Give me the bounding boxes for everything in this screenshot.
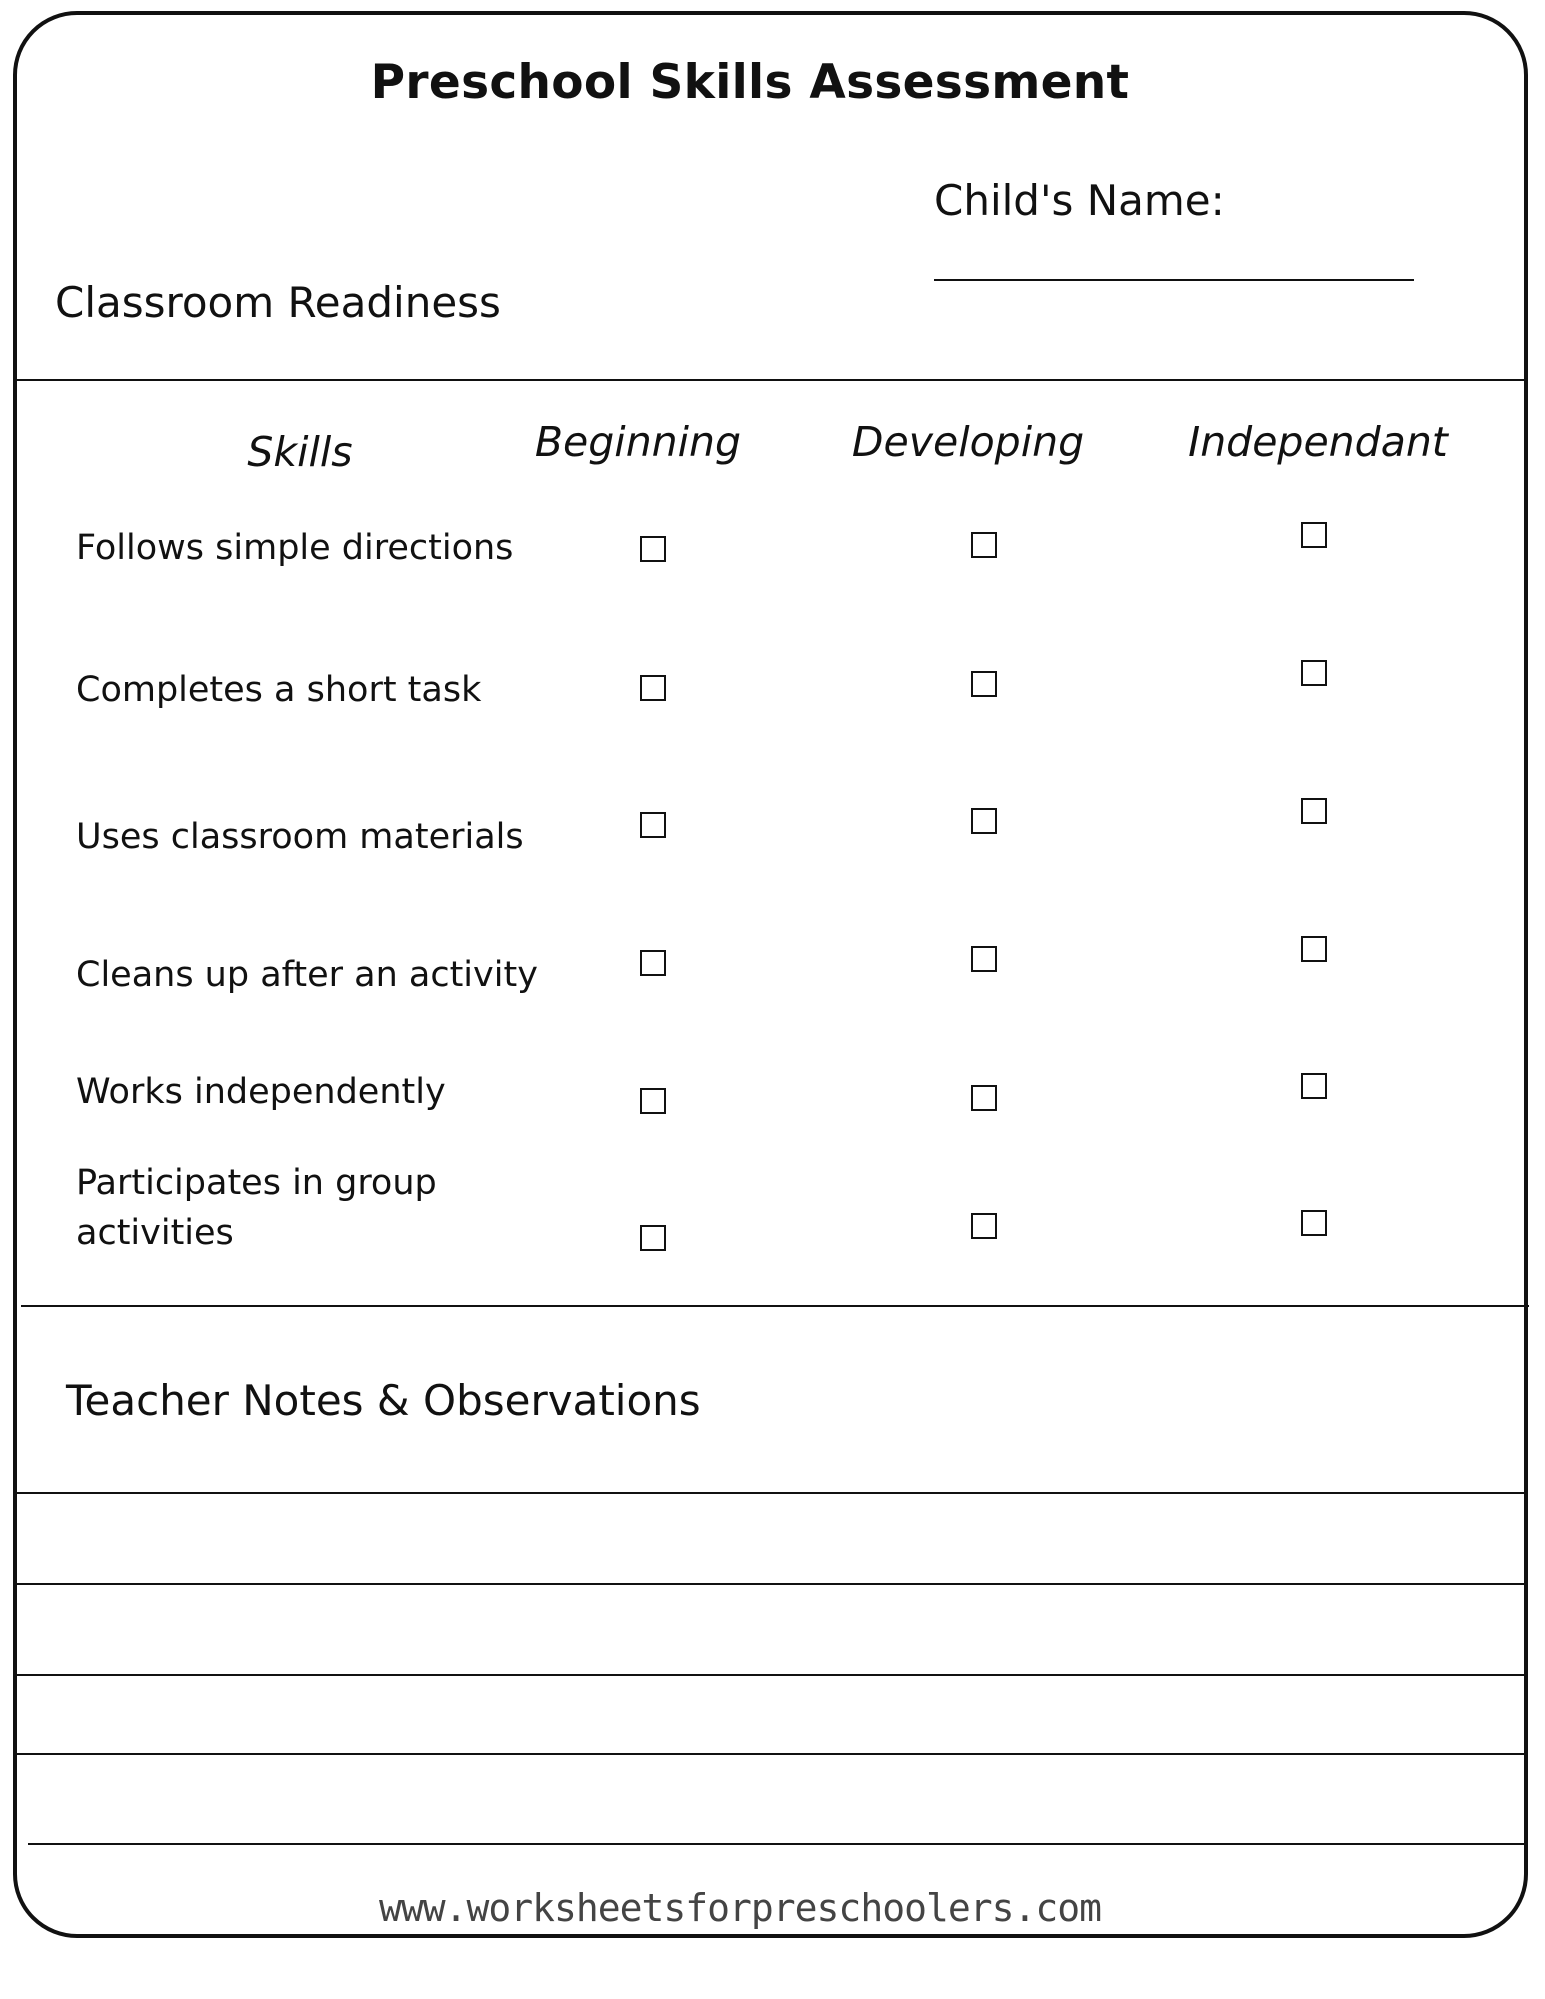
skill-label-line: activities [76, 1213, 234, 1253]
column-header-independent: Independant [1188, 418, 1448, 466]
column-header-beginning: Beginning [534, 418, 742, 466]
checkbox-developing[interactable] [971, 1213, 997, 1239]
child-name-label: Child's Name: [934, 176, 1225, 225]
checkbox-beginning[interactable] [640, 675, 666, 701]
checkbox-independent[interactable] [1301, 1073, 1327, 1099]
skill-label: Completes a short task [76, 670, 482, 710]
checkbox-beginning[interactable] [640, 950, 666, 976]
checkbox-developing[interactable] [971, 1085, 997, 1111]
checkbox-beginning[interactable] [640, 1088, 666, 1114]
page-title: Preschool Skills Assessment [370, 55, 1130, 110]
checkbox-independent[interactable] [1301, 936, 1327, 962]
notes-line[interactable] [15, 1753, 1524, 1755]
checkbox-developing[interactable] [971, 532, 997, 558]
notes-line[interactable] [28, 1843, 1524, 1845]
notes-title: Teacher Notes & Observations [66, 1376, 701, 1425]
checkbox-beginning[interactable] [640, 1225, 666, 1251]
checkbox-developing[interactable] [971, 946, 997, 972]
column-header-developing: Developing [851, 418, 1085, 466]
notes-line[interactable] [15, 1583, 1524, 1585]
checkbox-developing[interactable] [971, 671, 997, 697]
checkbox-independent[interactable] [1301, 798, 1327, 824]
notes-line[interactable] [15, 1492, 1524, 1494]
footer-url: www.worksheetsforpreschoolers.com [379, 1886, 1101, 1930]
skill-label: Works independently [76, 1072, 446, 1112]
checkbox-beginning[interactable] [640, 812, 666, 838]
notes-line[interactable] [15, 1674, 1524, 1676]
checkbox-beginning[interactable] [640, 536, 666, 562]
checkbox-developing[interactable] [971, 808, 997, 834]
skill-label [76, 1158, 437, 1258]
skill-label: Uses classroom materials [76, 817, 524, 857]
checkbox-independent[interactable] [1301, 660, 1327, 686]
column-header-skills: Skills [247, 428, 353, 476]
skill-label: Cleans up after an activity [76, 955, 538, 995]
section-title: Classroom Readiness [55, 278, 501, 327]
skill-label: Follows simple directions [76, 528, 514, 568]
checkbox-independent[interactable] [1301, 1210, 1327, 1236]
divider-middle [21, 1305, 1529, 1307]
divider-top [15, 379, 1524, 381]
child-name-line[interactable] [934, 279, 1414, 281]
skill-label-line: Participates in group [76, 1163, 437, 1203]
checkbox-independent[interactable] [1301, 522, 1327, 548]
